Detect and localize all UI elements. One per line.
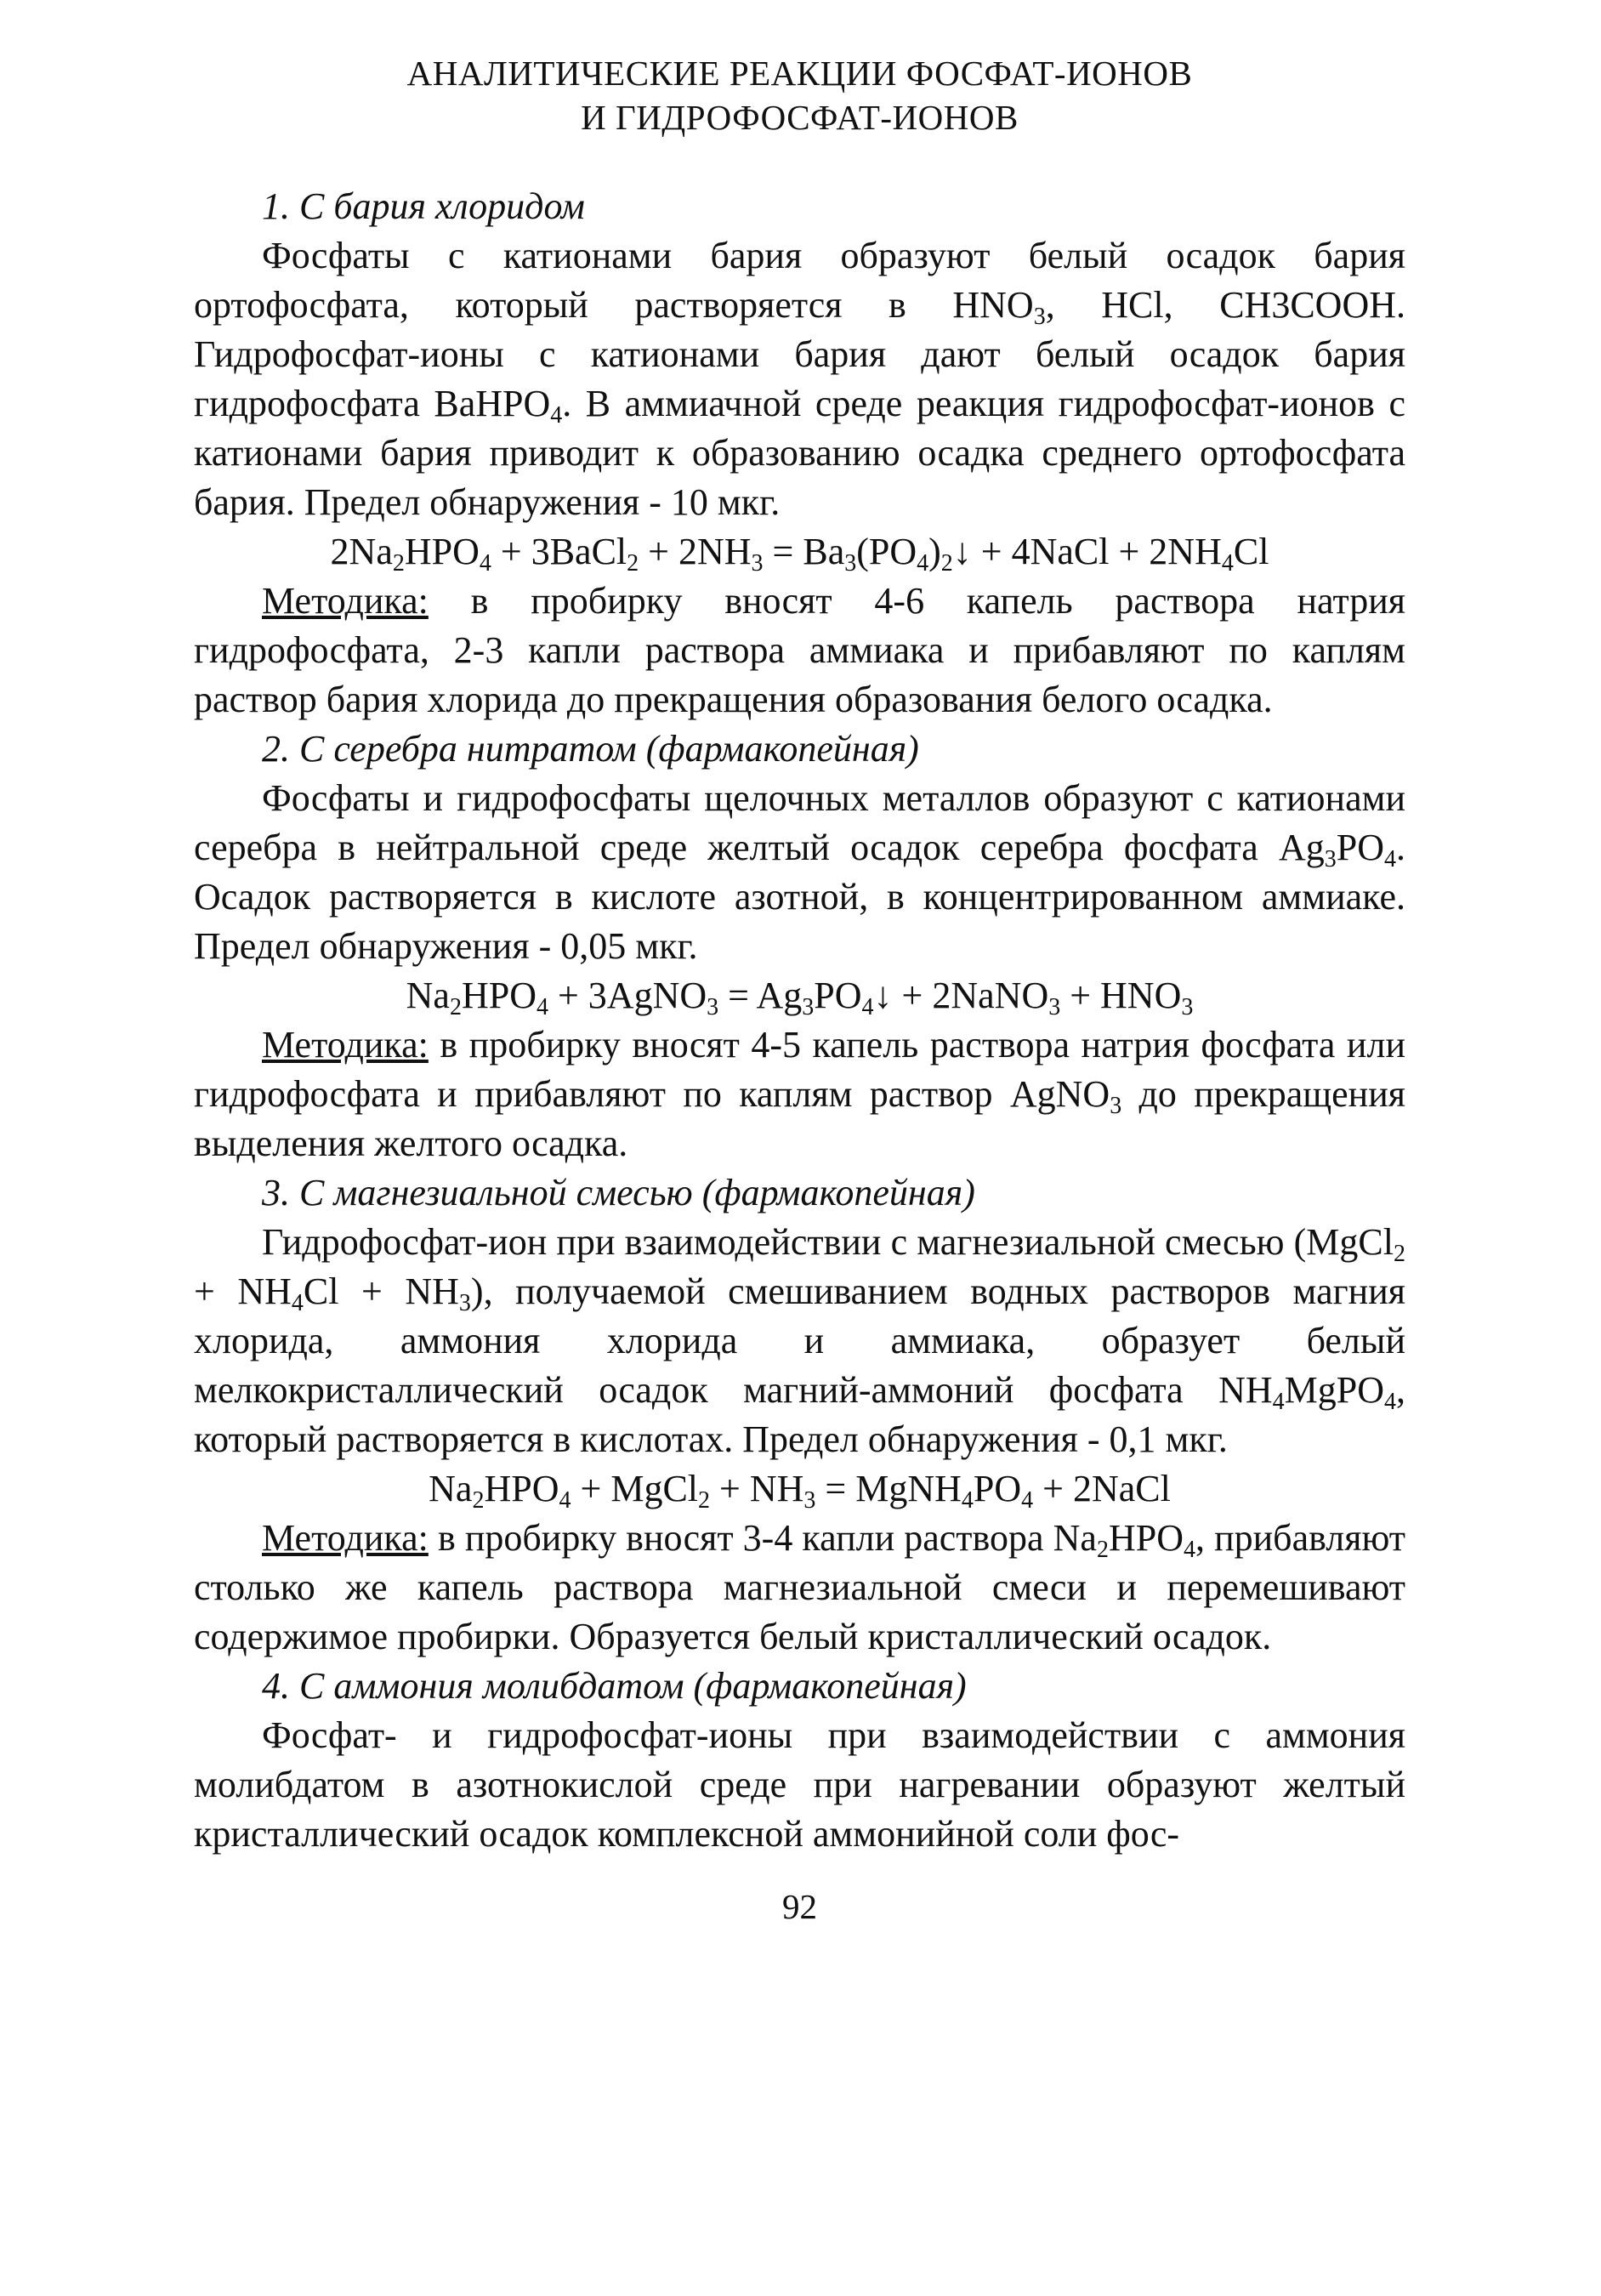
equation-1: $2Na_2HPO_4$ + 3BaCl$_2$ + $2NH_3$ = $Ba_3(PO_4)_2↓$ + 4NaCl + $2NH_4Cl$ (330, 531, 1269, 577)
document-page (194, 51, 1405, 1929)
title-line-2: И ГИДРОФОСФАТ-ИОНОВ (581, 98, 1019, 137)
section-1-paragraph: Фосфаты с катионами бария образуют белый осадок бария ортофосфата, который растворяется в $HNO_3$, HCl, CH3COOH. Гидрофосфат-ионы с катионами бария дают белый осадок бария гидрофосфата BaHPO$_4$. В аммиачной среде реакция гидрофосфат-ионов с катионами бария приводит к образованию осадка среднего ортофосфата бария. Предел обнаружения - 10 мкг. (194, 235, 1405, 523)
page-title (194, 51, 1405, 139)
section-3-paragraph: Гидрофосфат-ион при взаимодействии с магнезиальной смесью (MgCl$_2$ + $NH_4Cl + NH_3$), получаемой смешиванием водных растворов магния хлорида, аммония хлорида и аммиака, образует белый мелкокристаллический осадок магний-аммоний фосфата $NH_4MgPO_4$, который растворяется в кислотах. Предел обнаружения - 0,1 мкг. (194, 1221, 1405, 1460)
method-label: Методика: (262, 580, 429, 622)
section-4-heading: 4. С аммония молибдатом (фармакопейная) (262, 1665, 967, 1707)
section-2-paragraph: Фосфаты и гидрофосфаты щелочных металлов образуют с катионами серебра в нейтральной среде желтый осадок серебра фосфата $Ag_3PO_4$. Осадок растворяется в кислоте азотной, в концентрированном аммиаке. Предел обнаружения - 0,05 мкг. (194, 777, 1405, 967)
section-2-heading: 2. С серебра нитратом (фармакопейная) (262, 728, 919, 770)
section-1-method: Методика: в пробирку вносят 4-6 капель раствора натрия гидрофосфата, 2-3 капли раствора аммиака и прибавляют по каплям раствор бария хлорида до прекращения образования белого осадка. (194, 580, 1405, 720)
section-2-method: Методика: в пробирку вносят 4-5 капель раствора натрия фосфата или гидрофосфата и прибавляют по каплям раствор AgNO$_3$ до прекращения выделения желтого осадка. (194, 1024, 1405, 1164)
title-line-1: АНАЛИТИЧЕСКИЕ РЕАКЦИИ ФОСФАТ-ИОНОВ (406, 54, 1193, 93)
equation-3: $Na_2HPO_4$ + MgCl$_2$ + $NH_3$ = $MgNH_4PO_4$ + 2NaCl (429, 1468, 1171, 1514)
section-4-paragraph: Фосфат- и гидрофосфат-ионы при взаимодействии с аммония молибдатом в азотнокислой среде при нагревании образуют желтый кристаллический осадок комплексной аммонийной соли фос- (194, 1714, 1405, 1855)
section-1-heading: 1. С бария хлоридом (262, 185, 585, 227)
section-3-heading: 3. С магнезиальной смесью (фармакопейная) (262, 1172, 975, 1213)
page-number: 92 (782, 1887, 817, 1926)
section-3-method: Методика: в пробирку вносят 3-4 капли раствора $Na_2HPO_4$, прибавляют столько же капель раствора магнезиальной смеси и перемешивают содержимое пробирки. Образуется белый кристаллический осадок. (194, 1517, 1406, 1657)
equation-2: $Na_2HPO_4$ + 3AgNO$_3$ = $Ag_3PO_4↓$ + 2NaNO$_3$ + $HNO_3$ (406, 975, 1194, 1020)
method-label: Методика: (262, 1024, 429, 1066)
method-label: Методика: (262, 1517, 429, 1559)
